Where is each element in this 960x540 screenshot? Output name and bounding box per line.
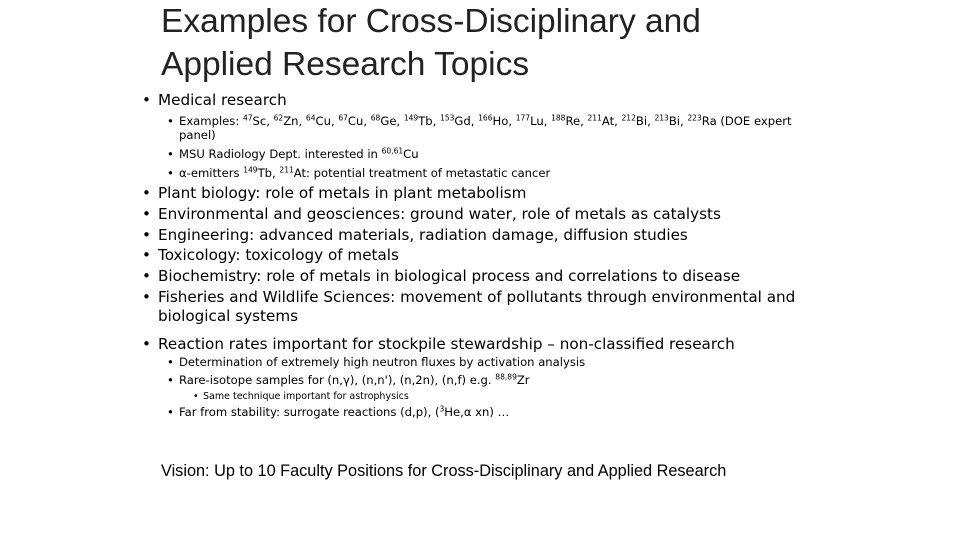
bullet-dot: • [142, 335, 151, 353]
bullet-dot: • [193, 391, 199, 402]
bullet-dot: • [142, 288, 151, 306]
bullet-dot: • [167, 405, 174, 419]
field-text: Toxicology: toxicology of metals [158, 246, 399, 264]
isotope: $^{211}$At [587, 113, 615, 128]
isotope: $^{177}$Lu [515, 113, 544, 128]
isotope-list: $^{47}$Sc, $^{62}$Zn, $^{64}$Cu, $^{67}$Cu, $^{68}$Ge, $^{149}$Tb, $^{153}$Gd, $^{166}$Ho, $^{177}$Lu, $^{188}$Re, $^{211}$At, $^{212}$Bi, $^{213}$Bi, $^{223}$Ra [242, 113, 717, 128]
isotope: $^{47}$Sc [242, 113, 267, 128]
field-text: biological systems [158, 307, 299, 325]
vision-statement: Vision: Up to 10 Faculty Positions for Cross-Disciplinary and Applied Research [161, 462, 727, 480]
determination-text: Determination of extremely high neutron fluxes by activation analysis [179, 355, 586, 369]
reaction-label: Reaction rates important for stockpile stewardship – non-classified research [158, 335, 735, 353]
bullet-dot: • [142, 91, 151, 109]
field-text: Environmental and geosciences: ground water, role of metals as catalysts [158, 205, 721, 223]
field-text: Fisheries and Wildlife Sciences: movement of pollutants through environmental and [158, 288, 796, 306]
bullet-dot: • [142, 205, 151, 223]
isotope: $^{213}$Bi [654, 113, 681, 128]
field-text: Biochemistry: role of metals in biological process and correlations to disease [158, 267, 741, 285]
isotope: $^{67}$Cu [338, 113, 364, 128]
far-text: Far from stability: surrogate reactions (d,p), ($^3$He,α xn) … [179, 404, 510, 419]
title-line-1: Examples for Cross-Disciplinary and [161, 3, 701, 40]
alpha-text: α-emitters $^{149}$Tb, $^{211}$At: potential treatment of metastatic cancer [179, 165, 551, 180]
bullet-dot: • [167, 355, 174, 369]
bullet-dot: • [142, 246, 151, 264]
bullet-dot: • [142, 226, 151, 244]
isotope: $^{212}$Bi [621, 113, 648, 128]
bullet-dot: • [167, 166, 174, 180]
isotope: $^{68}$Ge [370, 113, 397, 128]
rare-isotope-text: Rare-isotope samples for (n,γ), (n,n'), (n,2n), (n,f) e.g. $^{88,89}$Zr [179, 372, 530, 387]
bullet-dot: • [142, 184, 151, 202]
field-text: Engineering: advanced materials, radiation damage, diffusion studies [158, 226, 688, 244]
isotope: $^{223}$Ra [687, 113, 717, 128]
msu-text: MSU Radiology Dept. interested in $^{60,61}$Cu [179, 146, 419, 161]
bullet-dot: • [167, 114, 174, 128]
examples-continuation: panel) [179, 128, 216, 142]
isotope: $^{149}$Tb [403, 113, 433, 128]
isotope: $^{188}$Re [551, 113, 581, 128]
title-line-2: Applied Research Topics [161, 46, 530, 83]
isotope: $^{64}$Cu [305, 113, 331, 128]
medical-label: Medical research [158, 91, 287, 109]
astrophysics-text: Same technique important for astrophysics [203, 391, 409, 402]
bullet-dot: • [167, 373, 174, 387]
isotope: $^{153}$Gd [440, 113, 471, 128]
field-text: Plant biology: role of metals in plant metabolism [158, 184, 527, 202]
slide-title [161, 0, 921, 86]
isotope: $^{62}$Zn [273, 113, 299, 128]
bullet-dot: • [167, 147, 174, 161]
examples-text: Examples: $^{47}$Sc, $^{62}$Zn, $^{64}$Cu, $^{67}$Cu, $^{68}$Ge, $^{149}$Tb, $^{153}$Gd, $^{166}$Ho, $^{177}$Lu, $^{188}$Re, $^{211}$At, $^{212}$Bi, $^{213}$Bi, $^{223}$Ra (DOE expert [179, 113, 792, 128]
isotope: $^{166}$Ho [478, 113, 509, 128]
bullet-dot: • [142, 267, 151, 285]
